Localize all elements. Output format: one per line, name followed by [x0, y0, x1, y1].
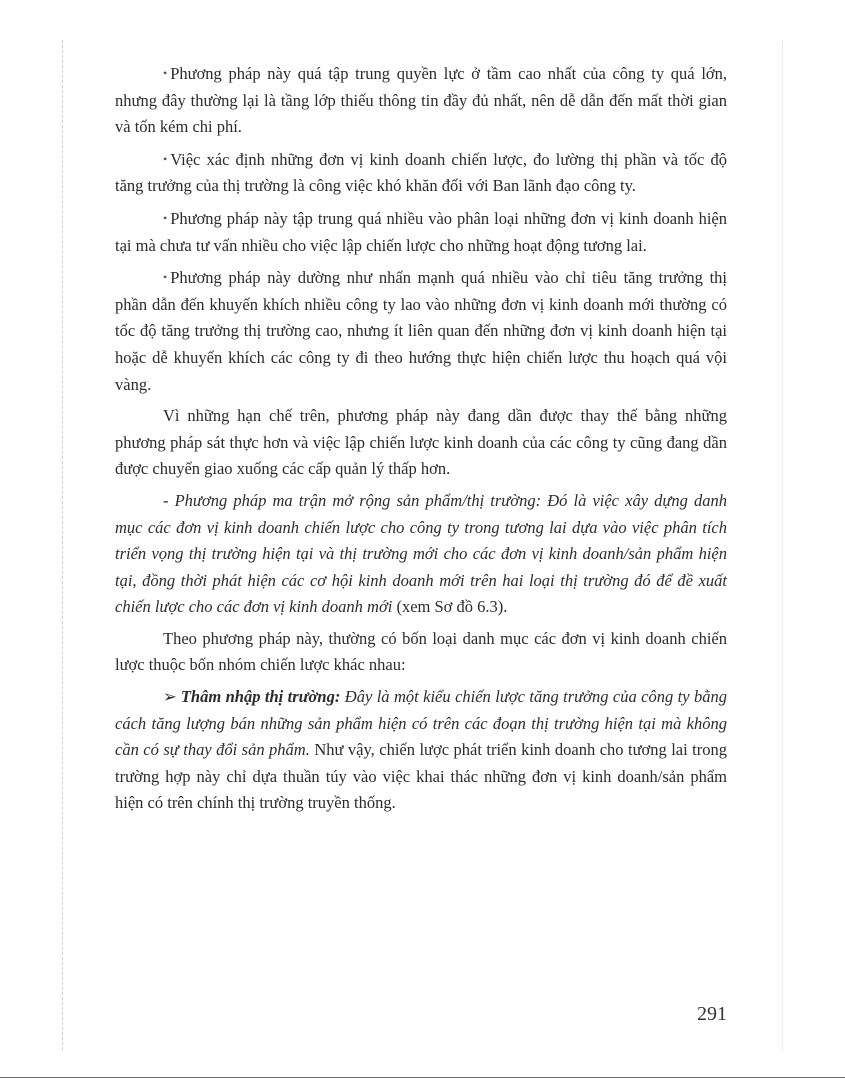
arrow-bullet-icon: ➢ [163, 687, 177, 707]
market-penetration-paragraph [115, 684, 727, 817]
limits-paragraph: Vì những hạn chế trên, phương pháp này đang dần được thay thế bằng những phương pháp sát thực hơn và việc lập chiến lược kinh doanh của các công ty cũng đang dần được chuyển giao xuống các cấp quản lý thấp hơn. [115, 406, 727, 479]
matrix-method-paragraph [115, 488, 727, 621]
right-margin-line [782, 40, 783, 1050]
method-groups-paragraph: Theo phương pháp này, thường có bốn loại danh mục các đơn vị kinh doanh chiến lược thuộc bốn nhóm chiến lược khác nhau: [115, 628, 727, 675]
bullet-paragraph-3: • Phương pháp này tập trung quá nhiều vào phân loại những đơn vị kinh doanh hiện tại mà chưa tư vấn nhiều cho việc lập chiến lược cho những hoạt động tương lai. [115, 208, 727, 255]
body-text [115, 60, 727, 822]
bullet-paragraph-2: • Việc xác định những đơn vị kinh doanh chiến lược, đo lường thị phần và tốc độ tăng trưởng của thị trường là công việc khó khăn đối với Ban lãnh đạo công ty. [115, 149, 727, 196]
bullet-icon: • [163, 210, 168, 225]
bullet-icon: • [163, 270, 168, 285]
market-penetration-explanation: Như vậy, chiến lược phát triển kinh doanh cho tương lai trong trường hợp này chỉ dựa thuần túy vào việc khai thác những đơn vị kinh doanh/sản phẩm hiện có trên chính thị trường truyền thống. [115, 740, 727, 813]
bullet-icon: • [163, 66, 168, 80]
bullet-paragraph-1: • Phương pháp này quá tập trung quyền lực ở tầm cao nhất của công ty quá lớn, nhưng đây thường lại là tầng lớp thiếu thông tin đầy đủ nhất, nên dễ dẫn đến mất thời gian và tốn kém chi phí. [115, 64, 727, 137]
bullet-icon: • [163, 151, 168, 166]
matrix-method-definition: - Phương pháp ma trận mở rộng sản phẩm/thị trường: Đó là việc xây dựng danh mục các đơn vị kinh doanh chiến lược cho công ty trong tương lai dựa vào việc phân tích triển vọng thị trường hiện tại và thị trường mới cho các đơn vị kinh doanh/sản phẩm hiện tại, đồng thời phát hiện các cơ hội kinh doanh mới trên hai loại thị trường đó để đề xuất chiến lược cho các đơn vị kinh doanh mới [115, 490, 727, 617]
market-penetration-definition: Đây là một kiểu chiến lược tăng trưởng của công ty bằng cách tăng lượng bán những sản phẩm hiện có trên các đoạn thị trường hiện tại mà không cần có sự thay đổi sản phẩm. [115, 687, 727, 760]
binding-margin-line [62, 40, 63, 1050]
bullet-paragraph-4: • Phương pháp này dường như nhấn mạnh quá nhiều vào chỉ tiêu tăng trưởng thị phần dẫn đến khuyến khích nhiều công ty lao vào những đơn vị kinh doanh mới thường có tốc độ tăng trưởng thị trường cao, nhưng ít liên quan đến những đơn vị kinh doanh hiện tại hoặc dễ khuyến khích các công ty đi theo hướng thực hiện chiến lược thu hoạch quá vội vàng. [115, 268, 727, 394]
market-penetration-heading: Thâm nhập thị trường: [180, 687, 341, 707]
page-number: 291 [697, 1003, 727, 1025]
bottom-edge-line [0, 1077, 845, 1078]
diagram-reference: (xem Sơ đồ 6.3). [392, 597, 508, 617]
